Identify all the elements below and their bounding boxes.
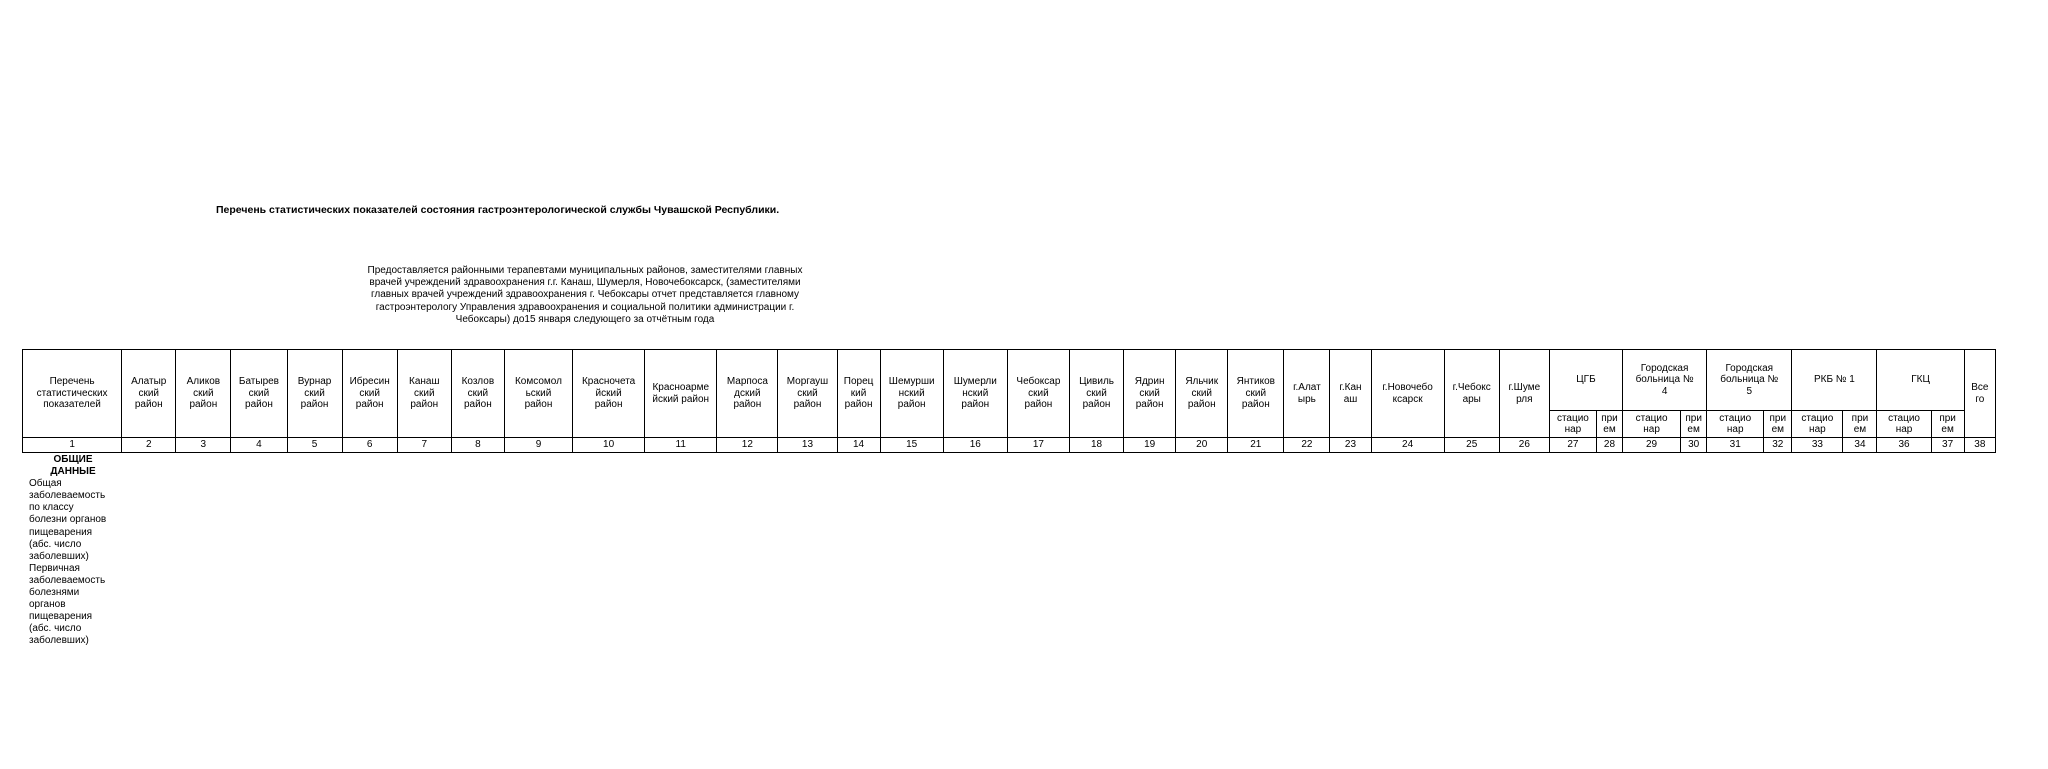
header-district: Порец кий район — [837, 350, 880, 438]
header-district: Чебоксар ский район — [1007, 350, 1069, 438]
instruction-line: Предоставляется районными терапевтами муниципальных районов, заместителями главных — [367, 265, 803, 276]
column-number: 1 — [23, 438, 122, 453]
header-district: Комсомол ьский район — [504, 350, 572, 438]
header-district: Шумерли нский район — [943, 350, 1007, 438]
header-hospital: ГКЦ — [1877, 350, 1964, 411]
column-number: 2 — [122, 438, 176, 453]
column-number: 20 — [1176, 438, 1228, 453]
column-number: 22 — [1284, 438, 1330, 453]
header-outpatient: при ем — [1596, 411, 1622, 438]
column-number: 24 — [1371, 438, 1444, 453]
column-number: 13 — [778, 438, 837, 453]
header-district: Козлов ский район — [451, 350, 504, 438]
header-hospital: Городская больница № 5 — [1707, 350, 1792, 411]
header-district: Ибресин ский район — [342, 350, 397, 438]
column-number: 8 — [451, 438, 504, 453]
column-number: 32 — [1764, 438, 1792, 453]
header-district: Алатыр ский район — [122, 350, 176, 438]
header-hospital: Городская больница № 4 — [1623, 350, 1707, 411]
column-number: 11 — [645, 438, 717, 453]
instruction-line: гастроэнтерологу Управления здравоохранения и социальной политики администрации г. — [375, 301, 795, 313]
header-hospital: ЦГБ — [1549, 350, 1622, 411]
column-number: 21 — [1228, 438, 1284, 453]
header-district: г.Новочебо ксарск — [1371, 350, 1444, 438]
column-number: 16 — [943, 438, 1007, 453]
column-number: 12 — [717, 438, 778, 453]
column-number: 29 — [1623, 438, 1681, 453]
column-number: 19 — [1124, 438, 1176, 453]
column-number: 37 — [1931, 438, 1964, 453]
column-number: 28 — [1596, 438, 1622, 453]
header-hospital: РКБ № 1 — [1792, 350, 1877, 411]
header-district: Красноарме йский район — [645, 350, 717, 438]
column-number: 10 — [573, 438, 645, 453]
column-number: 17 — [1007, 438, 1069, 453]
column-number: 23 — [1330, 438, 1371, 453]
column-number: 9 — [504, 438, 572, 453]
instruction-line: врачей учреждений здравоохранения г.г. Канаш, Шумерля, Новочебоксарск, (заместителями — [369, 277, 801, 289]
header-outpatient: при ем — [1764, 411, 1792, 438]
header-inpatient: стацио нар — [1623, 411, 1681, 438]
column-number: 33 — [1792, 438, 1843, 453]
header-district: Яльчик ский район — [1176, 350, 1228, 438]
header-inpatient: стацио нар — [1792, 411, 1843, 438]
indicator-list — [29, 454, 129, 648]
column-number: 30 — [1681, 438, 1707, 453]
header-district: Моргауш ский район — [778, 350, 837, 438]
header-district: Марпоса дский район — [717, 350, 778, 438]
submission-instructions — [354, 265, 816, 326]
header-outpatient: при ем — [1843, 411, 1877, 438]
header-district: г.Чебокс ары — [1444, 350, 1499, 438]
section-heading: ОБЩИЕ ДАННЫЕ — [50, 454, 96, 478]
header-outpatient: при ем — [1931, 411, 1964, 438]
column-number: 18 — [1069, 438, 1123, 453]
header-district: Канаш ский район — [397, 350, 451, 438]
header-inpatient: стацио нар — [1707, 411, 1764, 438]
instruction-line: главных врачей учреждений здравоохранения г. Чебоксары отчет представляется главному — [370, 289, 800, 301]
header-district: г.Алат ырь — [1284, 350, 1330, 438]
header-district: Вурнар ский район — [287, 350, 342, 438]
indicator-item: Первичная заболеваемость болезнями органов пищеварения (абс. число заболевших) — [29, 562, 106, 647]
column-number: 5 — [287, 438, 342, 453]
header-district: Красночета йский район — [573, 350, 645, 438]
header-indicators: Перечень статистических показателей — [23, 350, 122, 438]
indicator-item: Общая заболеваемость по классу болезни органов пищеварения (абс. число заболевших) — [29, 478, 107, 562]
header-district: Цивиль ский район — [1069, 350, 1123, 438]
header-district: Янтиков ский район — [1228, 350, 1284, 438]
header-inpatient: стацио нар — [1549, 411, 1596, 438]
column-number: 3 — [176, 438, 231, 453]
header-district: Шемурши нский район — [880, 350, 943, 438]
header-outpatient: при ем — [1681, 411, 1707, 438]
column-number: 7 — [397, 438, 451, 453]
indicators-table — [22, 349, 1996, 453]
column-number: 38 — [1964, 438, 1995, 453]
column-number: 25 — [1444, 438, 1499, 453]
column-number: 15 — [880, 438, 943, 453]
column-number: 14 — [837, 438, 880, 453]
column-number: 6 — [342, 438, 397, 453]
document-title: Перечень статистических показателей состояния гастроэнтерологической службы Чувашской Республики. — [216, 204, 780, 216]
instruction-line: Чебоксары) до15 января следующего за отчётным года — [455, 313, 715, 325]
column-number: 31 — [1707, 438, 1764, 453]
column-number: 26 — [1499, 438, 1549, 453]
column-number: 34 — [1843, 438, 1877, 453]
header-district: Ядрин ский район — [1124, 350, 1176, 438]
column-number: 36 — [1877, 438, 1931, 453]
header-inpatient: стацио нар — [1877, 411, 1931, 438]
header-district: Батырев ский район — [231, 350, 287, 438]
header-district: г.Кан аш — [1330, 350, 1371, 438]
header-district: Аликов ский район — [176, 350, 231, 438]
header-total: Все го — [1964, 350, 1995, 438]
column-number: 4 — [231, 438, 287, 453]
column-number: 27 — [1549, 438, 1596, 453]
header-district: г.Шуме рля — [1499, 350, 1549, 438]
